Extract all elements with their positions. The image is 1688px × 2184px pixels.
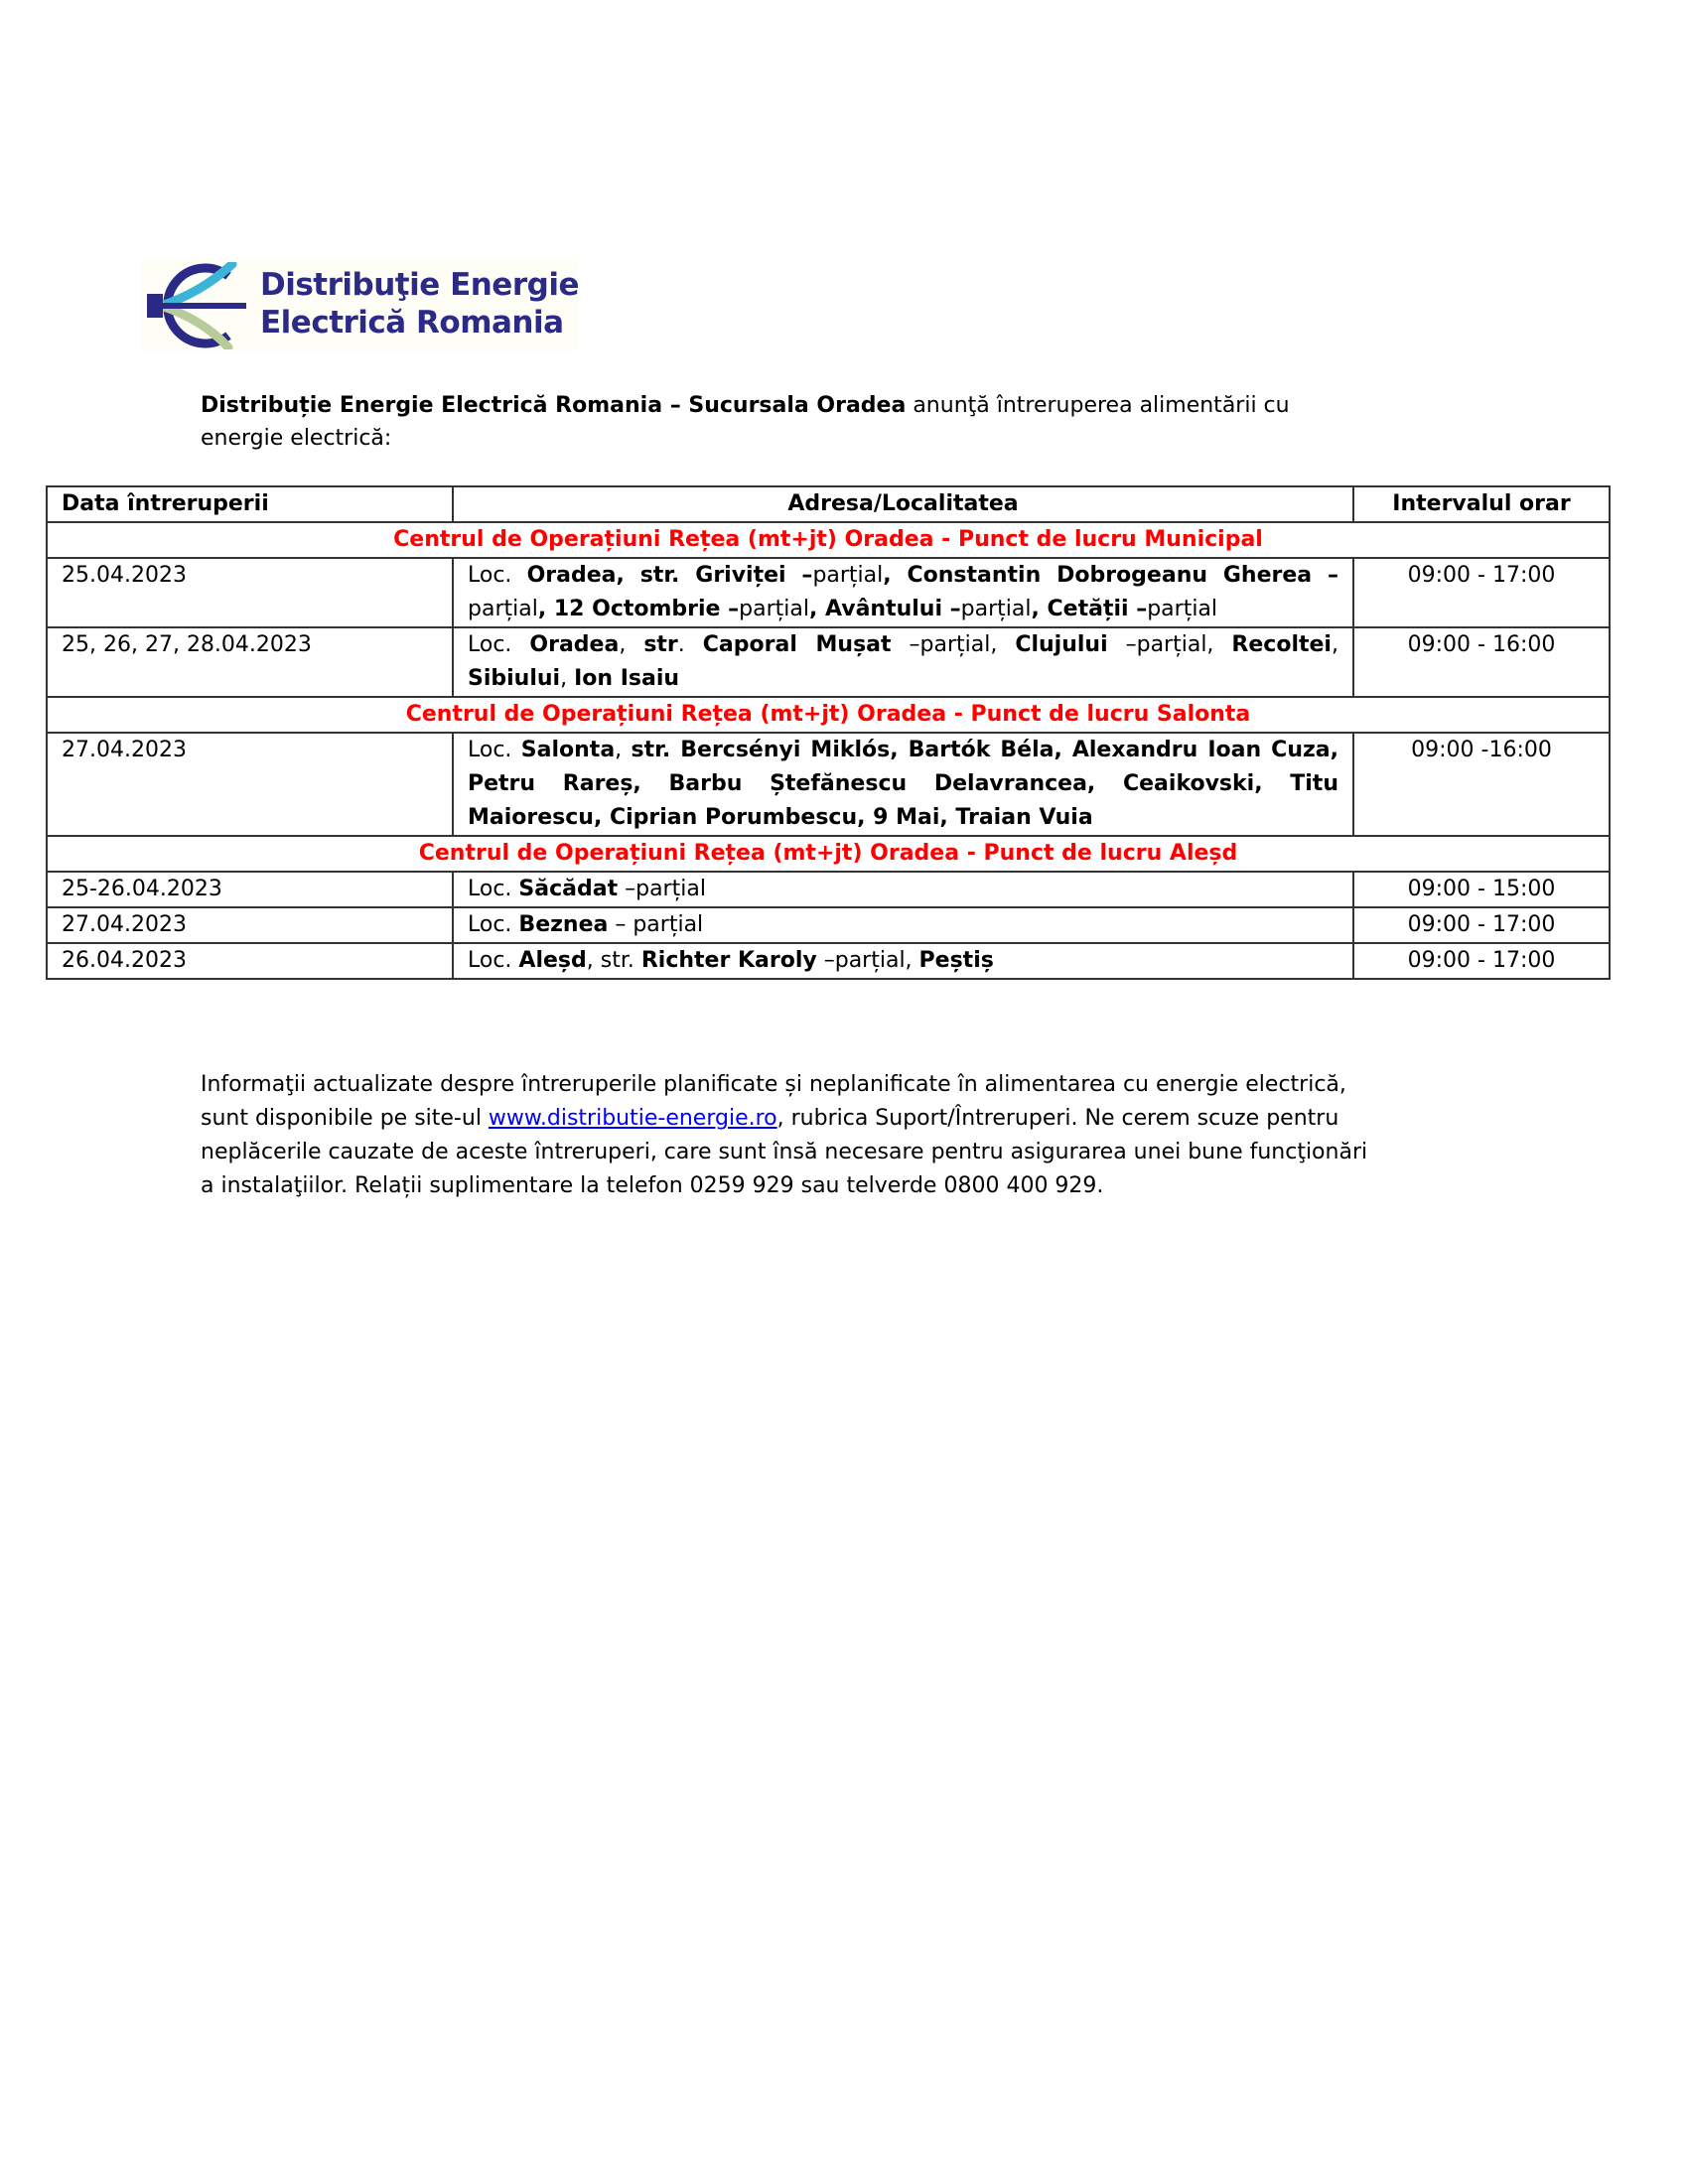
address-bold-text: Ion Isaiu bbox=[574, 666, 680, 691]
table-row bbox=[47, 943, 1610, 979]
table-row bbox=[47, 872, 1610, 907]
address-text: , bbox=[560, 666, 575, 691]
footer-paragraph bbox=[201, 1068, 1491, 1203]
website-link[interactable]: www.distributie-energie.ro bbox=[488, 1106, 777, 1131]
address-bold-text: Salonta bbox=[520, 738, 616, 762]
address-text: Loc. bbox=[468, 632, 530, 657]
cell-interval: 09:00 - 17:00 bbox=[1353, 907, 1610, 943]
cell-date: 25-26.04.2023 bbox=[47, 872, 453, 907]
footer-line-2-end: , rubrica Suport/Întreruperi. Ne cerem scuze pentru bbox=[776, 1106, 1339, 1131]
address-bold-text: Aleșd bbox=[518, 948, 587, 973]
address-bold-text: Beznea bbox=[518, 912, 609, 937]
cell-address bbox=[453, 733, 1353, 836]
address-bold-text: Oradea, str. Griviței – bbox=[526, 563, 813, 588]
address-bold-text: Clujului bbox=[1015, 632, 1108, 657]
address-text: –parțial, bbox=[1107, 632, 1232, 657]
cell-date: 25, 26, 27, 28.04.2023 bbox=[47, 627, 453, 697]
address-text: –parțial bbox=[618, 877, 706, 901]
address-bold-text: , 12 Octombrie – bbox=[537, 597, 740, 621]
address-bold-text: Oradea bbox=[529, 632, 620, 657]
header-address: Adresa/Localitatea bbox=[453, 486, 1353, 522]
footer-line-4: a instalaţiilor. Relații suplimentare la telefon 0259 929 sau telverde 0800 400 929. bbox=[201, 1173, 1104, 1198]
table-row bbox=[47, 733, 1610, 836]
cell-date: 27.04.2023 bbox=[47, 907, 453, 943]
table-row bbox=[47, 558, 1610, 627]
logo-line-1: Distribuţie Energie bbox=[260, 267, 579, 303]
address-bold-text: Săcădat bbox=[518, 877, 619, 901]
logo-icon bbox=[141, 262, 255, 349]
address-text: –parțial, bbox=[891, 632, 1016, 657]
cell-address bbox=[453, 907, 1353, 943]
address-text: parțial bbox=[1147, 597, 1218, 621]
address-text: Loc. bbox=[468, 877, 519, 901]
table-header-row bbox=[47, 486, 1610, 522]
cell-address bbox=[453, 943, 1353, 979]
section-title: Centrul de Operațiuni Rețea (mt+jt) Oradea - Punct de lucru Aleșd bbox=[47, 836, 1610, 872]
cell-interval: 09:00 - 15:00 bbox=[1353, 872, 1610, 907]
cell-interval: 09:00 - 17:00 bbox=[1353, 943, 1610, 979]
logo-wordmark bbox=[260, 266, 579, 341]
address-text: parțial bbox=[812, 563, 884, 588]
address-text: Loc. bbox=[468, 948, 519, 973]
cell-address bbox=[453, 872, 1353, 907]
address-text: Loc. bbox=[468, 738, 521, 762]
address-bold-text: , Constantin Dobrogeanu Gherea – bbox=[883, 563, 1338, 588]
address-bold-text: Peștiș bbox=[918, 948, 994, 973]
address-text: parțial bbox=[960, 597, 1032, 621]
address-bold-text: str bbox=[643, 632, 678, 657]
section-row bbox=[47, 836, 1610, 872]
section-row bbox=[47, 522, 1610, 558]
header-interval: Intervalul orar bbox=[1353, 486, 1610, 522]
address-text: Loc. bbox=[468, 912, 519, 937]
footer-line-2-start: sunt disponibile pe site-ul bbox=[201, 1106, 489, 1131]
address-text: , bbox=[619, 632, 644, 657]
address-bold-text: str. Bercsényi Miklós, Bartók Béla, Alexandru Ioan Cuza, Petru Rareș, Barbu Ștefănescu Delavrancea, Ceaikovski, Titu Maiorescu, Ciprian Porumbescu, 9 Mai, Traian Vuia bbox=[468, 738, 1338, 830]
outage-table bbox=[46, 485, 1611, 980]
header-date: Data întreruperii bbox=[47, 486, 453, 522]
section-title: Centrul de Operațiuni Rețea (mt+jt) Oradea - Punct de lucru Salonta bbox=[47, 697, 1610, 733]
address-text: , str. bbox=[586, 948, 641, 973]
address-text: , bbox=[615, 738, 632, 762]
intro-text-1: anunţă întreruperea alimentării cu bbox=[906, 393, 1290, 418]
address-bold-text: Richter Karoly bbox=[640, 948, 817, 973]
cell-interval: 09:00 - 17:00 bbox=[1353, 558, 1610, 627]
cell-interval: 09:00 - 16:00 bbox=[1353, 627, 1610, 697]
address-text: . bbox=[677, 632, 703, 657]
address-text: parțial bbox=[739, 597, 809, 621]
cell-date: 25.04.2023 bbox=[47, 558, 453, 627]
address-text: , bbox=[1331, 632, 1338, 657]
cell-address bbox=[453, 627, 1353, 697]
footer-line-3: neplăcerile cauzate de aceste întreruperi, care sunt însă necesare pentru asigurarea unei bune funcţionări bbox=[201, 1140, 1368, 1164]
table-body bbox=[47, 522, 1610, 979]
intro-company: Distribuție Energie Electrică Romania – Sucursala Oradea bbox=[201, 393, 907, 418]
address-text: Loc. bbox=[468, 563, 527, 588]
company-logo bbox=[141, 260, 578, 351]
footer-line-1: Informaţii actualizate despre întreruperile planificate și neplanificate în alimentarea cu energie electrică, bbox=[201, 1072, 1346, 1097]
cell-date: 26.04.2023 bbox=[47, 943, 453, 979]
section-row bbox=[47, 697, 1610, 733]
address-bold-text: Caporal Mușat bbox=[702, 632, 892, 657]
cell-address bbox=[453, 558, 1353, 627]
cell-interval: 09:00 -16:00 bbox=[1353, 733, 1610, 836]
table-row bbox=[47, 907, 1610, 943]
address-text: –parțial, bbox=[816, 948, 919, 973]
address-bold-text: Sibiului bbox=[468, 666, 561, 691]
address-text: parțial bbox=[468, 597, 538, 621]
address-text: – parțial bbox=[608, 912, 704, 937]
logo-line-2: Electrică Romania bbox=[260, 305, 564, 341]
address-bold-text: , Avântului – bbox=[808, 597, 961, 621]
address-bold-text: , Cetății – bbox=[1031, 597, 1148, 621]
address-bold-text: Recoltei bbox=[1231, 632, 1332, 657]
intro-text-2: energie electrică: bbox=[201, 426, 392, 451]
intro-paragraph bbox=[201, 389, 1491, 455]
section-title: Centrul de Operațiuni Rețea (mt+jt) Oradea - Punct de lucru Municipal bbox=[47, 522, 1610, 558]
cell-date: 27.04.2023 bbox=[47, 733, 453, 836]
table-row bbox=[47, 627, 1610, 697]
